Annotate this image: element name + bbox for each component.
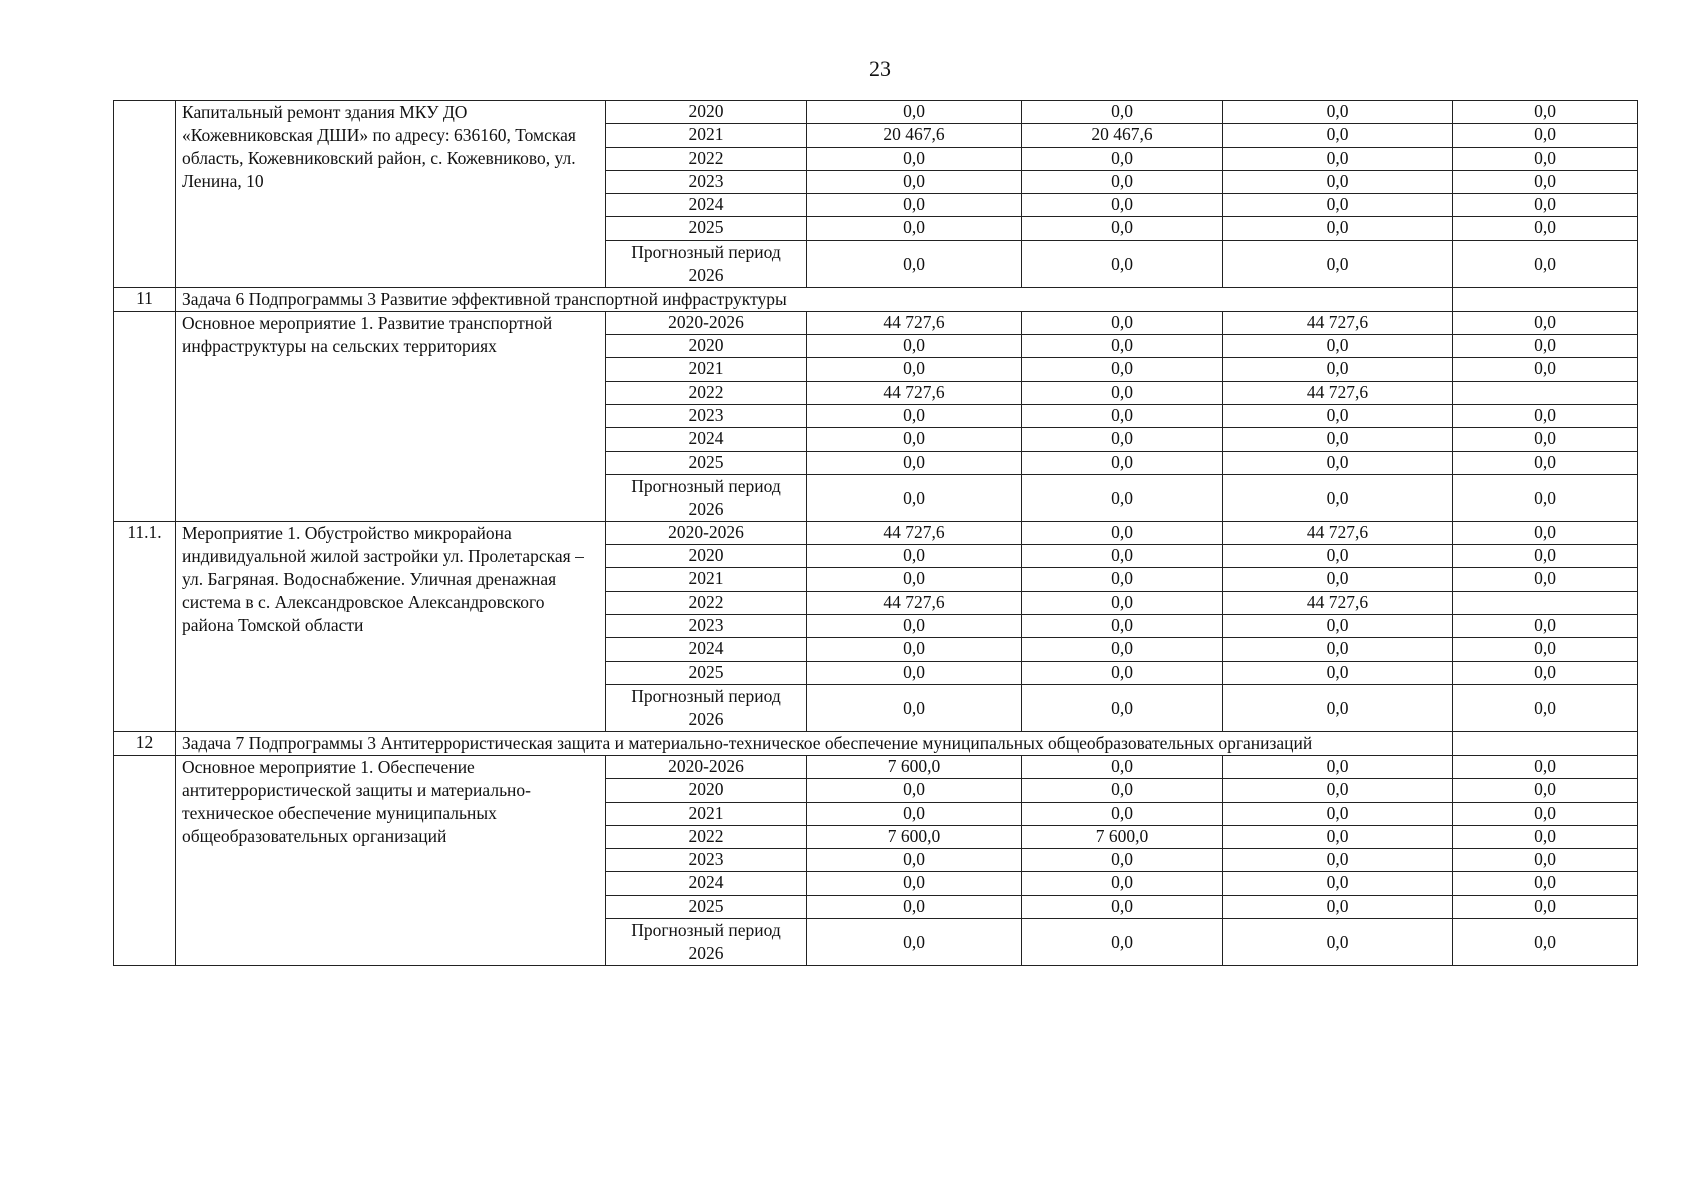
year-cell: 2020 (606, 335, 807, 358)
value-cell-2: 0,0 (1022, 661, 1223, 684)
value-cell-3: 0,0 (1223, 451, 1453, 474)
value-cell-1: 7 600,0 (807, 755, 1022, 778)
value-cell-3: 0,0 (1223, 124, 1453, 147)
value-cell-1: 0,0 (807, 568, 1022, 591)
value-cell-4: 0,0 (1453, 919, 1638, 966)
value-cell-1: 20 467,6 (807, 124, 1022, 147)
value-cell-1: 0,0 (807, 335, 1022, 358)
value-cell-1: 7 600,0 (807, 825, 1022, 848)
value-cell-4: 0,0 (1453, 240, 1638, 287)
year-cell: 2021 (606, 124, 807, 147)
value-cell-4: 0,0 (1453, 568, 1638, 591)
value-cell-4: 0,0 (1453, 545, 1638, 568)
value-cell-3: 0,0 (1223, 358, 1453, 381)
value-cell-3: 0,0 (1223, 802, 1453, 825)
value-cell-3: 0,0 (1223, 895, 1453, 918)
value-cell-3: 44 727,6 (1223, 591, 1453, 614)
value-cell-2: 7 600,0 (1022, 825, 1223, 848)
value-cell-3: 0,0 (1223, 101, 1453, 124)
value-cell-1: 0,0 (807, 779, 1022, 802)
task-title: Задача 7 Подпрограммы 3 Антитеррористическая защита и материально-техническое обеспечение муниципальных общеобразовательных организаций (176, 731, 1453, 755)
year-cell: 2020-2026 (606, 521, 807, 544)
value-cell-2: 0,0 (1022, 684, 1223, 731)
value-cell-3: 0,0 (1223, 147, 1453, 170)
forecast-period-cell: Прогнозный период 2026 (606, 919, 807, 966)
value-cell-2: 0,0 (1022, 755, 1223, 778)
task-row (114, 731, 1638, 755)
value-cell-1: 0,0 (807, 919, 1022, 966)
year-cell: 2024 (606, 638, 807, 661)
row-number (114, 101, 176, 288)
value-cell-1: 44 727,6 (807, 591, 1022, 614)
value-cell-4: 0,0 (1453, 615, 1638, 638)
value-cell-2: 0,0 (1022, 779, 1223, 802)
forecast-period-cell: Прогнозный период 2026 (606, 684, 807, 731)
value-cell-4: 0,0 (1453, 101, 1638, 124)
value-cell-1: 0,0 (807, 615, 1022, 638)
value-cell-3: 0,0 (1223, 825, 1453, 848)
year-cell: 2020-2026 (606, 755, 807, 778)
value-cell-1: 0,0 (807, 638, 1022, 661)
year-cell: 2022 (606, 147, 807, 170)
value-cell-2: 0,0 (1022, 568, 1223, 591)
value-cell-1: 0,0 (807, 170, 1022, 193)
value-cell-2: 0,0 (1022, 101, 1223, 124)
value-cell-2: 0,0 (1022, 147, 1223, 170)
budget-table (113, 100, 1638, 966)
value-cell-2: 0,0 (1022, 895, 1223, 918)
year-cell: 2020-2026 (606, 311, 807, 334)
value-cell-1: 0,0 (807, 872, 1022, 895)
value-cell-2: 0,0 (1022, 919, 1223, 966)
value-cell-2: 0,0 (1022, 872, 1223, 895)
value-cell-3: 0,0 (1223, 217, 1453, 240)
year-cell: 2021 (606, 358, 807, 381)
year-cell: 2024 (606, 428, 807, 451)
row-number (114, 755, 176, 965)
year-cell: 2023 (606, 849, 807, 872)
value-cell-4: 0,0 (1453, 428, 1638, 451)
year-cell: 2023 (606, 170, 807, 193)
table-row (114, 311, 1638, 334)
year-cell: 2025 (606, 895, 807, 918)
value-cell-3: 0,0 (1223, 240, 1453, 287)
activity-description: Основное мероприятие 1. Развитие транспортной инфраструктуры на сельских территориях (176, 311, 606, 521)
value-cell-3: 44 727,6 (1223, 521, 1453, 544)
value-cell-1: 0,0 (807, 194, 1022, 217)
value-cell-2: 20 467,6 (1022, 124, 1223, 147)
value-cell-2: 0,0 (1022, 217, 1223, 240)
value-cell-2: 0,0 (1022, 428, 1223, 451)
year-cell: 2023 (606, 615, 807, 638)
value-cell-1: 0,0 (807, 545, 1022, 568)
value-cell-1: 44 727,6 (807, 521, 1022, 544)
value-cell-4: 0,0 (1453, 825, 1638, 848)
task-title: Задача 6 Подпрограммы 3 Развитие эффективной транспортной инфраструктуры (176, 287, 1453, 311)
value-cell-3: 44 727,6 (1223, 381, 1453, 404)
empty-cell (1453, 287, 1638, 311)
value-cell-4: 0,0 (1453, 849, 1638, 872)
task-row (114, 287, 1638, 311)
value-cell-2: 0,0 (1022, 358, 1223, 381)
value-cell-1: 0,0 (807, 451, 1022, 474)
value-cell-4: 0,0 (1453, 684, 1638, 731)
year-cell: 2023 (606, 404, 807, 427)
value-cell-4: 0,0 (1453, 521, 1638, 544)
value-cell-3: 0,0 (1223, 638, 1453, 661)
value-cell-3: 0,0 (1223, 335, 1453, 358)
value-cell-4: 0,0 (1453, 170, 1638, 193)
value-cell-3: 0,0 (1223, 919, 1453, 966)
value-cell-2: 0,0 (1022, 194, 1223, 217)
value-cell-3: 0,0 (1223, 661, 1453, 684)
table-row (114, 101, 1638, 124)
value-cell-1: 0,0 (807, 428, 1022, 451)
value-cell-2: 0,0 (1022, 170, 1223, 193)
year-cell: 2024 (606, 872, 807, 895)
value-cell-3: 0,0 (1223, 428, 1453, 451)
value-cell-4: 0,0 (1453, 474, 1638, 521)
table-body (114, 101, 1638, 966)
value-cell-2: 0,0 (1022, 849, 1223, 872)
page-number: 23 (869, 56, 891, 81)
year-cell: 2022 (606, 381, 807, 404)
value-cell-4: 0,0 (1453, 872, 1638, 895)
value-cell-3: 0,0 (1223, 568, 1453, 591)
year-cell: 2021 (606, 568, 807, 591)
value-cell-2: 0,0 (1022, 240, 1223, 287)
value-cell-1: 0,0 (807, 358, 1022, 381)
value-cell-4: 0,0 (1453, 147, 1638, 170)
value-cell-3: 0,0 (1223, 615, 1453, 638)
year-cell: 2025 (606, 661, 807, 684)
value-cell-3: 0,0 (1223, 170, 1453, 193)
value-cell-1: 0,0 (807, 404, 1022, 427)
value-cell-3: 0,0 (1223, 404, 1453, 427)
value-cell-1: 0,0 (807, 661, 1022, 684)
value-cell-2: 0,0 (1022, 451, 1223, 474)
value-cell-2: 0,0 (1022, 404, 1223, 427)
value-cell-4: 0,0 (1453, 194, 1638, 217)
year-cell: 2024 (606, 194, 807, 217)
value-cell-4: 0,0 (1453, 895, 1638, 918)
year-cell: 2020 (606, 545, 807, 568)
year-cell: 2020 (606, 779, 807, 802)
year-cell: 2025 (606, 217, 807, 240)
value-cell-4 (1453, 591, 1638, 614)
value-cell-4: 0,0 (1453, 661, 1638, 684)
value-cell-4: 0,0 (1453, 802, 1638, 825)
table-row (114, 521, 1638, 544)
empty-cell (1453, 731, 1638, 755)
value-cell-3: 0,0 (1223, 194, 1453, 217)
year-cell: 2022 (606, 825, 807, 848)
value-cell-4 (1453, 381, 1638, 404)
table-row (114, 755, 1638, 778)
activity-description: Основное мероприятие 1. Обеспечение антитеррористической защиты и материально-техническое обеспечение муниципальных общеобразовательных организаций (176, 755, 606, 965)
value-cell-1: 0,0 (807, 474, 1022, 521)
year-cell: 2025 (606, 451, 807, 474)
row-number (114, 311, 176, 521)
row-number: 11 (114, 287, 176, 311)
value-cell-4: 0,0 (1453, 311, 1638, 334)
value-cell-1: 0,0 (807, 684, 1022, 731)
value-cell-1: 0,0 (807, 240, 1022, 287)
value-cell-3: 44 727,6 (1223, 311, 1453, 334)
value-cell-4: 0,0 (1453, 404, 1638, 427)
value-cell-3: 0,0 (1223, 872, 1453, 895)
value-cell-2: 0,0 (1022, 545, 1223, 568)
value-cell-4: 0,0 (1453, 638, 1638, 661)
value-cell-1: 44 727,6 (807, 381, 1022, 404)
row-number: 12 (114, 731, 176, 755)
value-cell-4: 0,0 (1453, 451, 1638, 474)
value-cell-1: 0,0 (807, 147, 1022, 170)
value-cell-4: 0,0 (1453, 779, 1638, 802)
value-cell-1: 0,0 (807, 101, 1022, 124)
value-cell-2: 0,0 (1022, 521, 1223, 544)
value-cell-4: 0,0 (1453, 124, 1638, 147)
forecast-period-cell: Прогнозный период 2026 (606, 474, 807, 521)
value-cell-2: 0,0 (1022, 615, 1223, 638)
value-cell-1: 0,0 (807, 217, 1022, 240)
value-cell-2: 0,0 (1022, 381, 1223, 404)
value-cell-4: 0,0 (1453, 217, 1638, 240)
year-cell: 2021 (606, 802, 807, 825)
value-cell-2: 0,0 (1022, 335, 1223, 358)
value-cell-3: 0,0 (1223, 684, 1453, 731)
value-cell-2: 0,0 (1022, 802, 1223, 825)
value-cell-3: 0,0 (1223, 474, 1453, 521)
value-cell-1: 0,0 (807, 802, 1022, 825)
activity-description: Мероприятие 1. Обустройство микрорайона индивидуальной жилой застройки ул. Пролетарская – ул. Багряная. Водоснабжение. Уличная дренажная система в с. Александровское Александровского района Томской области (176, 521, 606, 731)
value-cell-4: 0,0 (1453, 755, 1638, 778)
value-cell-3: 0,0 (1223, 849, 1453, 872)
value-cell-1: 44 727,6 (807, 311, 1022, 334)
value-cell-1: 0,0 (807, 895, 1022, 918)
value-cell-2: 0,0 (1022, 638, 1223, 661)
forecast-period-cell: Прогнозный период 2026 (606, 240, 807, 287)
value-cell-1: 0,0 (807, 849, 1022, 872)
activity-description: Капитальный ремонт здания МКУ ДО «Кожевниковская ДШИ» по адресу: 636160, Томская область, Кожевниковский район, с. Кожевниково, ул. Ленина, 10 (176, 101, 606, 288)
year-cell: 2022 (606, 591, 807, 614)
value-cell-4: 0,0 (1453, 358, 1638, 381)
value-cell-2: 0,0 (1022, 474, 1223, 521)
value-cell-3: 0,0 (1223, 779, 1453, 802)
year-cell: 2020 (606, 101, 807, 124)
value-cell-3: 0,0 (1223, 545, 1453, 568)
row-number: 11.1. (114, 521, 176, 731)
value-cell-2: 0,0 (1022, 591, 1223, 614)
value-cell-4: 0,0 (1453, 335, 1638, 358)
value-cell-2: 0,0 (1022, 311, 1223, 334)
value-cell-3: 0,0 (1223, 755, 1453, 778)
